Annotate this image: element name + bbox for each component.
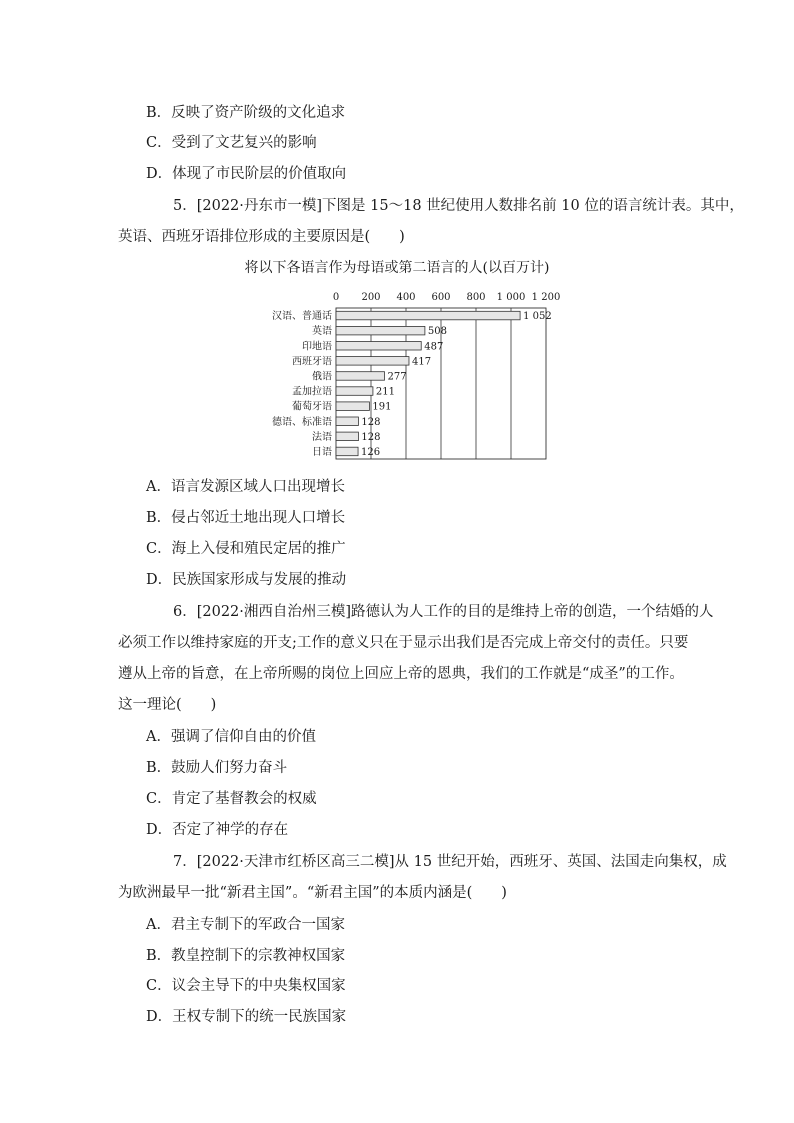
- x-tick-label: 400: [396, 292, 416, 303]
- bar: [336, 417, 358, 426]
- q4-option-c: C．受到了文艺复兴的影响: [146, 135, 317, 151]
- q5-option-a: A．语言发源区域人口出现增长: [146, 479, 345, 495]
- x-tick-label: 0: [332, 292, 340, 303]
- bar: [336, 311, 520, 320]
- value-label: 191: [372, 401, 392, 413]
- category-label: 俄语: [312, 371, 332, 383]
- value-label: 128: [361, 416, 381, 428]
- q4-option-b: B．反映了资产阶级的文化追求: [146, 105, 346, 121]
- value-label: 211: [375, 386, 396, 398]
- language-bar-chart: [250, 286, 560, 464]
- bar: [336, 326, 425, 335]
- q5-option-d: D．民族国家形成与发展的推动: [146, 572, 347, 588]
- q5-stem-line-2: 英语、西班牙语排位形成的主要原因是( ): [118, 229, 405, 245]
- category-label: 孟加拉语: [292, 386, 332, 398]
- q5-option-b: B．侵占邻近土地出现人口增长: [146, 510, 346, 526]
- q5-option-c: C．海上入侵和殖民定居的推广: [146, 541, 346, 557]
- chart-title: 将以下各语言作为母语或第二语言的人(以百万计): [244, 260, 550, 276]
- q6-option-c: C．肯定了基督教会的权威: [146, 791, 317, 807]
- q6-option-a: A．强调了信仰自由的价值: [146, 729, 316, 745]
- q7-option-c: C．议会主导下的中央集权国家: [146, 978, 346, 994]
- q7-option-a: A．君主专制下的军政合一国家: [146, 917, 345, 933]
- bar: [336, 387, 373, 396]
- q7-stem-line-2: 为欧洲最早一批“新君主国”。“新君主国”的本质内涵是( ): [118, 885, 507, 901]
- q7-option-d: D．王权专制下的统一民族国家: [146, 1009, 347, 1025]
- category-label: 法语: [312, 431, 332, 443]
- q6-stem-line-1: 6．[2022·湘西自治州三模]路德认为人工作的目的是维持上帝的创造，一个结婚的人: [173, 604, 714, 620]
- category-label: 印地语: [302, 341, 332, 353]
- x-tick-label: 600: [431, 292, 451, 303]
- category-label: 德语、标准语: [272, 416, 332, 428]
- category-label: 葡萄牙语: [292, 401, 332, 413]
- bar: [336, 342, 421, 351]
- x-tick-label: 200: [361, 292, 381, 303]
- x-tick-label: 1 000: [496, 292, 526, 303]
- value-label: 128: [361, 431, 381, 443]
- bar: [336, 402, 369, 411]
- x-tick-label: 800: [466, 292, 486, 303]
- value-label: 487: [424, 341, 444, 353]
- category-label: 日语: [312, 446, 332, 458]
- bar: [336, 447, 358, 456]
- value-label: 1 052: [523, 311, 552, 323]
- value-label: 508: [427, 326, 447, 338]
- bar: [336, 372, 384, 381]
- q6-stem-line-4: 这一理论( ): [118, 697, 217, 713]
- category-label: 西班牙语: [292, 356, 332, 368]
- value-label: 417: [411, 356, 432, 368]
- q4-option-d: D．体现了市民阶层的价值取向: [146, 166, 347, 182]
- x-tick-label: 1 200: [531, 292, 560, 303]
- q6-option-b: B．鼓励人们努力奋斗: [146, 760, 288, 776]
- q7-stem-line-1: 7．[2022·天津市红桥区高三二模]从 15 世纪开始，西班牙、英国、法国走向集权，成: [173, 854, 727, 870]
- q5-stem-line-1: 5．[2022·丹东市一模]下图是 15～18 世纪使用人数排名前 10 位的语言统计表。其中，: [173, 198, 744, 214]
- value-label: 126: [361, 446, 381, 458]
- q6-option-d: D．否定了神学的存在: [146, 822, 289, 838]
- q6-stem-line-2: 必须工作以维持家庭的开支;工作的意义只在于显示出我们是否完成上帝交付的责任。只要: [118, 635, 689, 651]
- value-label: 277: [387, 371, 407, 383]
- category-label: 英语: [312, 326, 332, 338]
- bar: [336, 357, 409, 366]
- q6-stem-line-3: 遵从上帝的旨意，在上帝所赐的岗位上回应上帝的恩典，我们的工作就是“成圣”的工作。: [118, 666, 684, 682]
- q7-option-b: B．教皇控制下的宗教神权国家: [146, 948, 346, 964]
- bar: [336, 432, 358, 441]
- category-label: 汉语、普通话: [272, 311, 332, 323]
